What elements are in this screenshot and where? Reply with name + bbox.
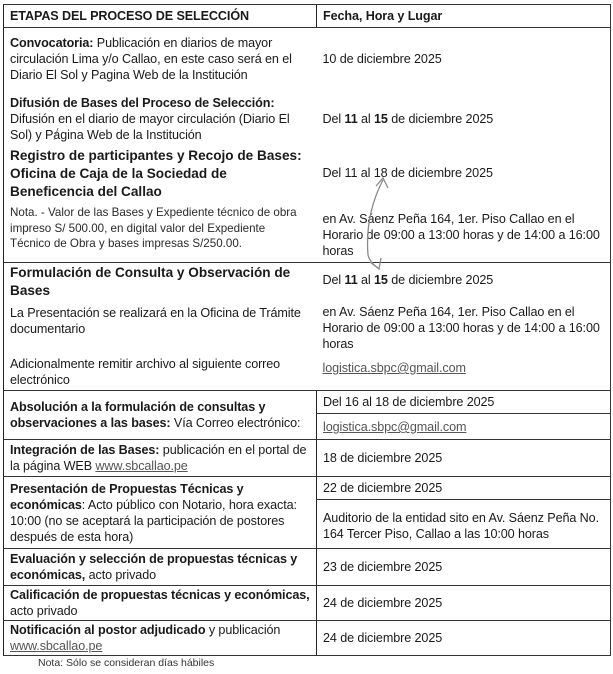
header-stage: ETAPAS DEL PROCESO DE SELECCIÓN: [4, 5, 317, 28]
date-registro: Del 11 al 18 de diciembre 2025: [317, 145, 611, 203]
stage-description: publicación en el portal de la página WEB: [10, 443, 307, 473]
date-notificacion: 24 de diciembre 2025: [317, 621, 611, 656]
stage-absolucion: [4, 391, 317, 440]
table-header-row: [4, 5, 611, 28]
stage-difusion: [4, 89, 317, 145]
stage-formulacion: Formulación de Consulta y Observación de Bases: [4, 263, 317, 303]
table-row: [4, 440, 611, 477]
stage-title: Calificación de propuestas técnicas y económicas,: [10, 588, 310, 602]
date-to: 15: [374, 112, 388, 126]
date-suffix: de diciembre 2025: [387, 273, 494, 287]
date-convocatoria: 10 de diciembre 2025: [317, 28, 611, 90]
table-row: [4, 145, 611, 203]
stage-title: Presentación de Propuestas Técnicas y económicas: [10, 482, 244, 512]
footnote: Nota: Sólo se consideran días hábiles: [38, 657, 215, 669]
stage-description: acto privado: [10, 604, 78, 618]
table-row: [4, 203, 611, 263]
table-row: [4, 549, 611, 586]
formulacion-email-cell: [317, 354, 611, 391]
registro-note: Nota. - Valor de las Bases y Expediente técnico de obra impreso S/ 500.00, en digital valor del Expediente Técnico de Obra y bases impresas S/250.00.: [4, 203, 317, 263]
date-evaluacion: 23 de diciembre 2025: [317, 549, 611, 586]
stage-integracion: [4, 440, 317, 477]
schedule-document: [3, 0, 610, 670]
date-prefix: Del: [322, 112, 345, 126]
website-link[interactable]: www.sbcallao.pe: [10, 639, 103, 653]
stage-title: Integración de las Bases:: [10, 443, 160, 457]
date-to: 15: [374, 273, 388, 287]
stage-calificacion: [4, 586, 317, 621]
date-absolucion: Del 16 al 18 de diciembre 2025: [317, 391, 611, 414]
website-link[interactable]: www.sbcallao.pe: [95, 459, 188, 473]
stage-notificacion: [4, 621, 317, 656]
table-row: [4, 89, 611, 145]
stage-title: Difusión de Bases del Proceso de Selección:: [10, 96, 275, 110]
email-link[interactable]: logistica.sbpc@gmail.com: [323, 420, 467, 434]
table-row: [4, 354, 611, 391]
formulacion-email-note: Adicionalmente remitir archivo al siguiente correo electrónico: [4, 354, 317, 391]
header-date: Fecha, Hora y Lugar: [317, 5, 611, 28]
stage-description: y publicación: [205, 623, 281, 637]
table-row: [4, 263, 611, 303]
date-integracion: 18 de diciembre 2025: [317, 440, 611, 477]
formulacion-presentation: La Presentación se realizará en la Oficina de Trámite documentario: [4, 302, 317, 354]
stage-convocatoria: [4, 28, 317, 90]
table-row: [4, 621, 611, 656]
date-mid: al: [357, 112, 375, 126]
date-from: 11: [344, 112, 358, 126]
schedule-table: [3, 4, 611, 656]
date-mid: al: [357, 273, 375, 287]
date-prefix: Del: [322, 273, 345, 287]
stage-colon: :: [81, 498, 86, 512]
stage-title: Notificación al postor adjudicado: [10, 623, 206, 637]
stage-description: acto privado: [85, 568, 157, 582]
place-formulacion: en Av. Sáenz Peña 164, 1er. Piso Callao en el Horario de 09:00 a 13:00 horas y de 14:00 a 16:00 horas: [317, 302, 611, 354]
table-row: [4, 28, 611, 90]
date-suffix: de diciembre 2025: [387, 112, 494, 126]
date-calificacion: 24 de diciembre 2025: [317, 586, 611, 621]
date-difusion: [317, 89, 611, 145]
date-presentacion: 22 de diciembre 2025: [317, 477, 611, 500]
place-registro: en Av. Sáenz Peña 164, 1er. Piso Callao en el Horario de 09:00 a 13:00 horas y de 14:00 a 16:00 horas: [317, 203, 611, 263]
stage-title: Evaluación y selección de propuestas técnicas y económicas,: [10, 552, 298, 582]
absolucion-email-cell: [317, 414, 611, 440]
stage-presentacion: [4, 477, 317, 549]
stage-evaluacion: [4, 549, 317, 586]
stage-description: Acto público con Notario, hora exacta: 10:00 (no se aceptará la participación de postores después de esta hora): [10, 498, 297, 544]
stage-title: Convocatoria:: [10, 36, 94, 50]
table-row: [4, 477, 611, 500]
date-formulacion: [317, 263, 611, 303]
place-presentacion: Auditorio de la entidad sito en Av. Sáenz Peña No. 164 Tercer Piso, Callao a las 10:00 horas: [317, 500, 611, 549]
email-link[interactable]: logistica.sbpc@gmail.com: [322, 361, 466, 375]
stage-description: Vía Correo electrónico:: [170, 416, 301, 430]
date-from: 11: [344, 273, 358, 287]
stage-description: Publicación en diarios de mayor circulación Lima y/o Callao, en este caso será en el Diario El Sol y Pagina Web de la Institución: [10, 36, 292, 82]
stage-registro: Registro de participantes y Recojo de Bases: Oficina de Caja de la Sociedad de Beneficencia del Callao: [4, 145, 317, 203]
table-row: [4, 391, 611, 414]
stage-description: Difusión en el diario de mayor circulación (Diario El Sol) y Pagina Web de la Institución: [10, 112, 290, 142]
table-row: [4, 302, 611, 354]
stage-title: Absolución a la formulación de consultas y observaciones a las bases:: [10, 400, 266, 430]
table-row: [4, 586, 611, 621]
